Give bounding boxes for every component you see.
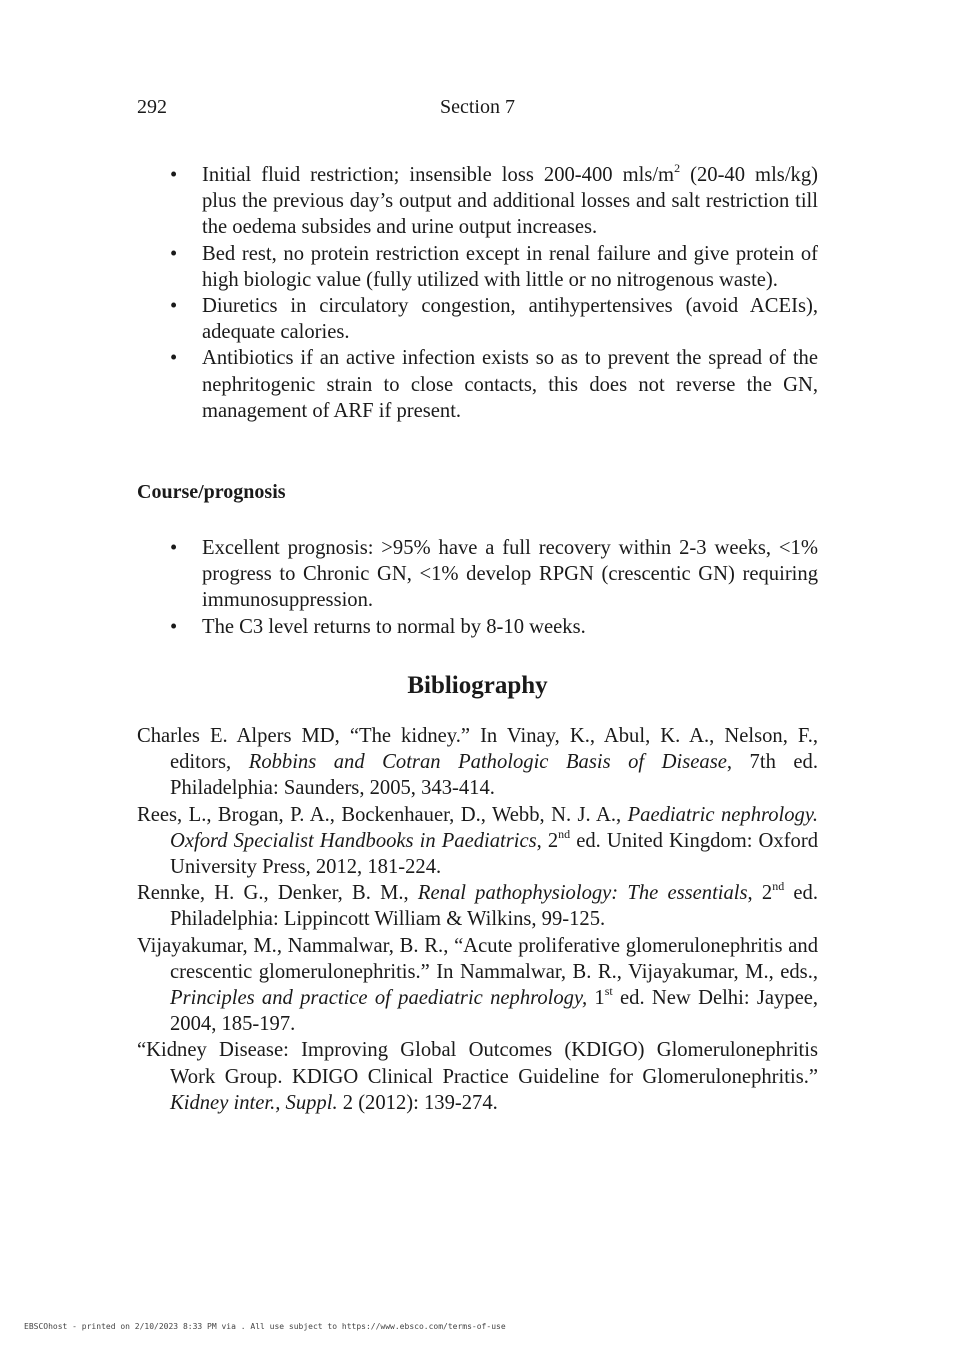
print-footer: EBSCOhost - printed on 2/10/2023 8:33 PM via . All use subject to https://www.ebsco.com/terms-of-use bbox=[24, 1322, 506, 1331]
reference-title: Principles and practice of paediatric nephrology, bbox=[170, 987, 588, 1010]
reference-text: Charles E. Alpers MD, “The kidney.” In Vinay, K., Abul, K. A., Nelson, F., editors, bbox=[137, 725, 818, 774]
reference-text: Vijayakumar, M., Nammalwar, B. R., “Acute proliferative glomerulonephritis and crescentic glomerulonephritis.” In Nammalwar, B. R., Vijayakumar, M., eds., bbox=[137, 934, 818, 983]
reference-text: Rennke, H. G., Denker, B. M., bbox=[137, 882, 418, 905]
course-prognosis-heading: Course/prognosis bbox=[137, 481, 286, 503]
reference-entry bbox=[137, 880, 818, 932]
reference-text: , 7th ed. Philadelphia: Saunders, 2005, 343-414. bbox=[170, 751, 818, 800]
reference-entry bbox=[137, 933, 818, 1038]
reference-entry bbox=[137, 1037, 818, 1116]
prognosis-list bbox=[137, 535, 818, 640]
list-item: • Excellent prognosis: >95% have a full recovery within 2-3 weeks, <1% progress to Chronic GN, <1% develop RPGN (crescentic GN) requiring immunosuppression. bbox=[137, 535, 818, 614]
superscript: nd bbox=[558, 826, 571, 841]
reference-text: ed. United Kingdom: Oxford University Press, 2012, 181-224. bbox=[170, 829, 818, 879]
superscript: 2 bbox=[674, 161, 681, 176]
list-item: • Bed rest, no protein restriction except in renal failure and give protein of high biologic value (fully utilized with little or no nitrogenous waste). bbox=[137, 241, 818, 293]
reference-title: Renal pathophysiology: The essentials bbox=[417, 882, 748, 905]
page-number: 292 bbox=[137, 96, 167, 118]
bibliography-title: Bibliography bbox=[407, 672, 548, 699]
reference-title: Kidney inter., Suppl. bbox=[170, 1091, 338, 1114]
page-header bbox=[137, 96, 818, 122]
running-head: Section 7 bbox=[440, 96, 515, 118]
list-item-text: (20-40 mls/kg) plus the previous day’s output and additional losses and salt restriction till the oedema subsides and urine output increases. bbox=[202, 164, 818, 239]
list-item: • Diuretics in circulatory congestion, antihypertensives (avoid ACEIs), adequate calories. bbox=[137, 293, 818, 345]
list-item: • Antibiotics if an active infection exists so as to prevent the spread of the nephritogenic strain to close contacts, this does not reverse the GN, management of ARF if present. bbox=[137, 345, 818, 424]
reference-text: 1 bbox=[587, 987, 605, 1010]
reference-title: Robbins and Cotran Pathologic Basis of Disease bbox=[248, 751, 727, 774]
reference-text: ed. Philadelphia: Lippincott William & Wilkins, 99-125. bbox=[170, 882, 818, 931]
reference-text: , 2 bbox=[747, 882, 773, 905]
superscript: st bbox=[604, 984, 613, 999]
reference-text: 2 (2012): 139-274. bbox=[337, 1091, 498, 1114]
reference-entry bbox=[137, 723, 818, 802]
reference-entry bbox=[137, 802, 818, 881]
reference-text: ed. New Delhi: Jaypee, 2004, 185-197. bbox=[170, 987, 819, 1036]
list-item-text: Initial fluid restriction; insensible loss 200-400 mls/m bbox=[202, 164, 675, 186]
bibliography-list bbox=[137, 723, 818, 1116]
reference-title: Paediatric nephrology. Oxford Specialist Handbooks in Paediatrics bbox=[170, 803, 819, 852]
treatment-list bbox=[137, 162, 818, 424]
reference-text: , 2 bbox=[536, 829, 559, 852]
reference-text: Rees, L., Brogan, P. A., Bockenhauer, D., Webb, N. J. A., bbox=[137, 803, 628, 826]
list-item: • The C3 level returns to normal by 8-10 weeks. bbox=[137, 614, 818, 640]
list-item bbox=[137, 162, 818, 241]
reference-text: “Kidney Disease: Improving Global Outcomes (KDIGO) Glomerulonephritis Work Group. KDIGO Clinical Practice Guideline for Glomerulonephritis.” bbox=[137, 1039, 818, 1088]
superscript: nd bbox=[772, 879, 785, 894]
